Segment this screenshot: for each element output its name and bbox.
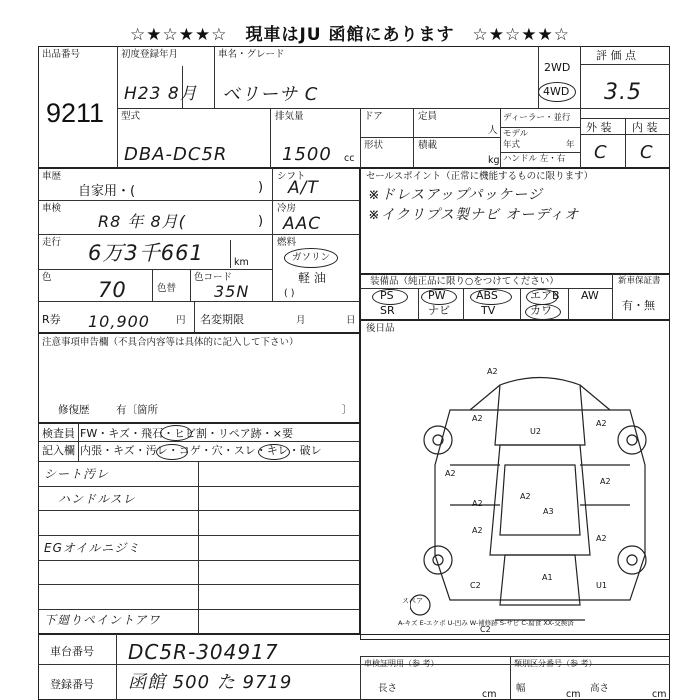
year-unit: 年 [566, 140, 575, 150]
equip-navi: ナビ [428, 304, 450, 317]
car-name-label: 車名・グレード [218, 49, 285, 60]
sales-point-line2: ※イクリプス製ナビ オーディオ [368, 207, 580, 223]
displacement-value: 1500 [282, 144, 332, 165]
color-label: 色 [42, 272, 52, 283]
drive-4wd: 4WD [543, 85, 570, 98]
equip-pw: PW [428, 289, 446, 302]
shift-value: A/T [288, 178, 319, 198]
dealer-label: ディーラー・並行 [503, 113, 571, 123]
dmg-u1: U1 [596, 581, 607, 590]
dmg-a2-9: A2 [596, 534, 607, 543]
displacement-label: 排気量 [275, 111, 304, 122]
ac-value: AAC [283, 214, 322, 234]
mileage-unit: km [234, 257, 249, 268]
entry-label: 記入欄 [42, 444, 75, 457]
inspector-label: 検査員 [42, 427, 75, 440]
inspector-row: FW・キズ・飛石・ヒビ割・リペア跡・×要 [80, 427, 293, 440]
repair-label: 修復歴 [58, 404, 90, 416]
ac-label: 冷房 [277, 203, 297, 214]
banner: ☆★☆★★☆ 現車はJU 函館にあります ☆★☆★★☆ [130, 25, 570, 45]
expiry-label: 名変期限 [200, 313, 244, 326]
first-reg-value: H23 8月 [124, 84, 198, 104]
capacity-unit: 人 [488, 125, 498, 136]
lot-number: 9211 [46, 98, 105, 128]
color-code-value: 35N [214, 282, 250, 301]
history-close: ) [258, 180, 264, 195]
sales-point-label: セールスポイント（正常に機能するものに限ります） [366, 171, 594, 182]
note-line-1: シート汚レ [44, 467, 110, 481]
chassis-label: 車台番号 [50, 645, 94, 658]
dirt-mark [156, 444, 188, 460]
dmg-c2-2: C2 [480, 625, 491, 634]
notes-label: 注意事項申告欄（不具合内容等は具体的に記入して下さい） [42, 337, 299, 348]
cert-hei: 高さ [590, 683, 610, 694]
class-label: 類別区分番号（参 考） [514, 659, 597, 668]
interior-value: C [640, 142, 654, 163]
equip-tv: TV [481, 304, 496, 317]
dmg-a3: A3 [543, 507, 554, 516]
equip-ps: PS [380, 289, 394, 302]
cert-label: 車検証明用（参 考） [364, 659, 439, 668]
registration-label: 登録番号 [50, 678, 94, 691]
registration-value: 函館 500 た 9719 [128, 672, 293, 693]
expiry-month: 月 [296, 315, 306, 326]
recycle-value: 10,900 [88, 312, 150, 331]
rear-seat-label: 後日品 [366, 323, 395, 334]
note-line-4: EGオイルニジミ [44, 541, 141, 555]
dmg-a2-1: A2 [487, 367, 498, 376]
chassis-value: DC5R-304917 [128, 640, 279, 664]
equip-aw: AW [581, 289, 599, 302]
handle-label: ハンドル 左・右 [503, 154, 566, 164]
history-label: 車歴 [42, 171, 62, 182]
dmg-spare: スペア [402, 597, 423, 605]
mileage-label: 走行 [42, 237, 62, 248]
equip-leather: カワ [530, 304, 552, 317]
fuel-paren: ( ) [284, 288, 295, 299]
drive-2wd: 2WD [544, 61, 571, 74]
capacity-label: 定員 [418, 111, 438, 122]
equip-pw-mark [421, 289, 457, 305]
expiry-day: 日 [346, 315, 356, 326]
inspection-value: R8 年 8月( [98, 212, 186, 231]
score-value: 3.5 [604, 80, 642, 105]
inspection-close: ) [258, 214, 264, 229]
dmg-a2-5: A2 [600, 477, 611, 486]
dmg-c2-1: C2 [470, 581, 481, 590]
year-label: 年式 [503, 140, 521, 150]
dmg-a2-8: A2 [472, 526, 483, 535]
score-label: 評 価 点 [596, 49, 636, 62]
cert-cm-3: cm [652, 689, 667, 700]
lot-label: 出品番号 [42, 49, 81, 60]
repair-close: 〕 [342, 404, 353, 416]
model-year-label: モデル [503, 129, 529, 139]
dmg-a2-6: A2 [472, 499, 483, 508]
car-name-value: ベリーサ C [222, 84, 319, 105]
scuff-mark [258, 444, 290, 460]
recycle-label: R券 [42, 313, 61, 326]
interior-label: 内 装 [632, 121, 658, 134]
cert-cm-1: cm [482, 689, 497, 700]
fuel-diesel: 軽 油 [298, 271, 326, 285]
model-label: 型式 [121, 111, 141, 122]
equip-leather-mark [525, 304, 561, 320]
color-value: 70 [98, 278, 127, 302]
shape-label: 形状 [364, 140, 384, 151]
equip-airbag-mark [526, 289, 558, 305]
warranty-label: 新車保証書 [618, 276, 661, 286]
displacement-unit: cc [344, 153, 355, 164]
dmg-a1-1: A1 [542, 573, 553, 582]
history-value: 自家用・( [78, 184, 136, 199]
stone-chip-mark [160, 425, 192, 441]
warranty-value: 有・無 [622, 299, 655, 312]
color-code-label: 色コード [194, 272, 233, 283]
inspection-label: 車検 [42, 203, 62, 214]
color-change-label: 色替 [157, 283, 177, 294]
note-line-7: 下廻りペイントアワ [44, 613, 161, 627]
entry-row: 内張・キズ・汚レ・コゲ・穴・スレ・キレ・破レ [80, 444, 322, 457]
equip-sr: SR [380, 304, 395, 317]
equipment-label: 装備品（純正品に限り○をつけてください） [370, 276, 559, 287]
equip-abs-mark [470, 289, 512, 305]
dmg-u2: U2 [530, 427, 541, 436]
equip-ps-mark [372, 289, 408, 305]
cert-cm-2: cm [566, 689, 581, 700]
cert-len: 長さ [378, 683, 398, 694]
exterior-label: 外 装 [586, 121, 612, 134]
recycle-unit: 円 [176, 315, 186, 326]
note-line-2: ハンドルスレ [58, 492, 136, 506]
first-reg-label: 初度登録年月 [121, 49, 179, 60]
dmg-a2-3: A2 [596, 419, 607, 428]
cert-wid: 幅 [516, 683, 526, 694]
door-label: ドア [364, 111, 383, 122]
fuel-label: 燃料 [277, 237, 297, 248]
dmg-a2-2: A2 [472, 414, 483, 423]
dmg-a2-7: A2 [520, 492, 531, 501]
dmg-a2-4: A2 [445, 469, 456, 478]
load-label: 積載 [418, 140, 438, 151]
sales-point-line1: ※ドレスアップパッケージ [368, 187, 543, 203]
shift-label: シフト [277, 171, 306, 182]
car-damage-diagram [410, 355, 670, 635]
mileage-value: 6万3千661 [88, 241, 204, 265]
load-unit: kg [488, 155, 500, 166]
model-value: DBA-DC5R [124, 144, 228, 165]
equip-abs: ABS [476, 289, 498, 302]
equip-airbag: エアB [530, 289, 560, 302]
exterior-value: C [594, 142, 608, 163]
fuel-gas: ガソリン [292, 252, 331, 263]
repair-value: 有〔箇所 [116, 404, 158, 416]
damage-legend: A-キズ E-エクボ U-凹み W-補修跡 S-サビ C-腐食 XX-交換済 [398, 619, 574, 627]
